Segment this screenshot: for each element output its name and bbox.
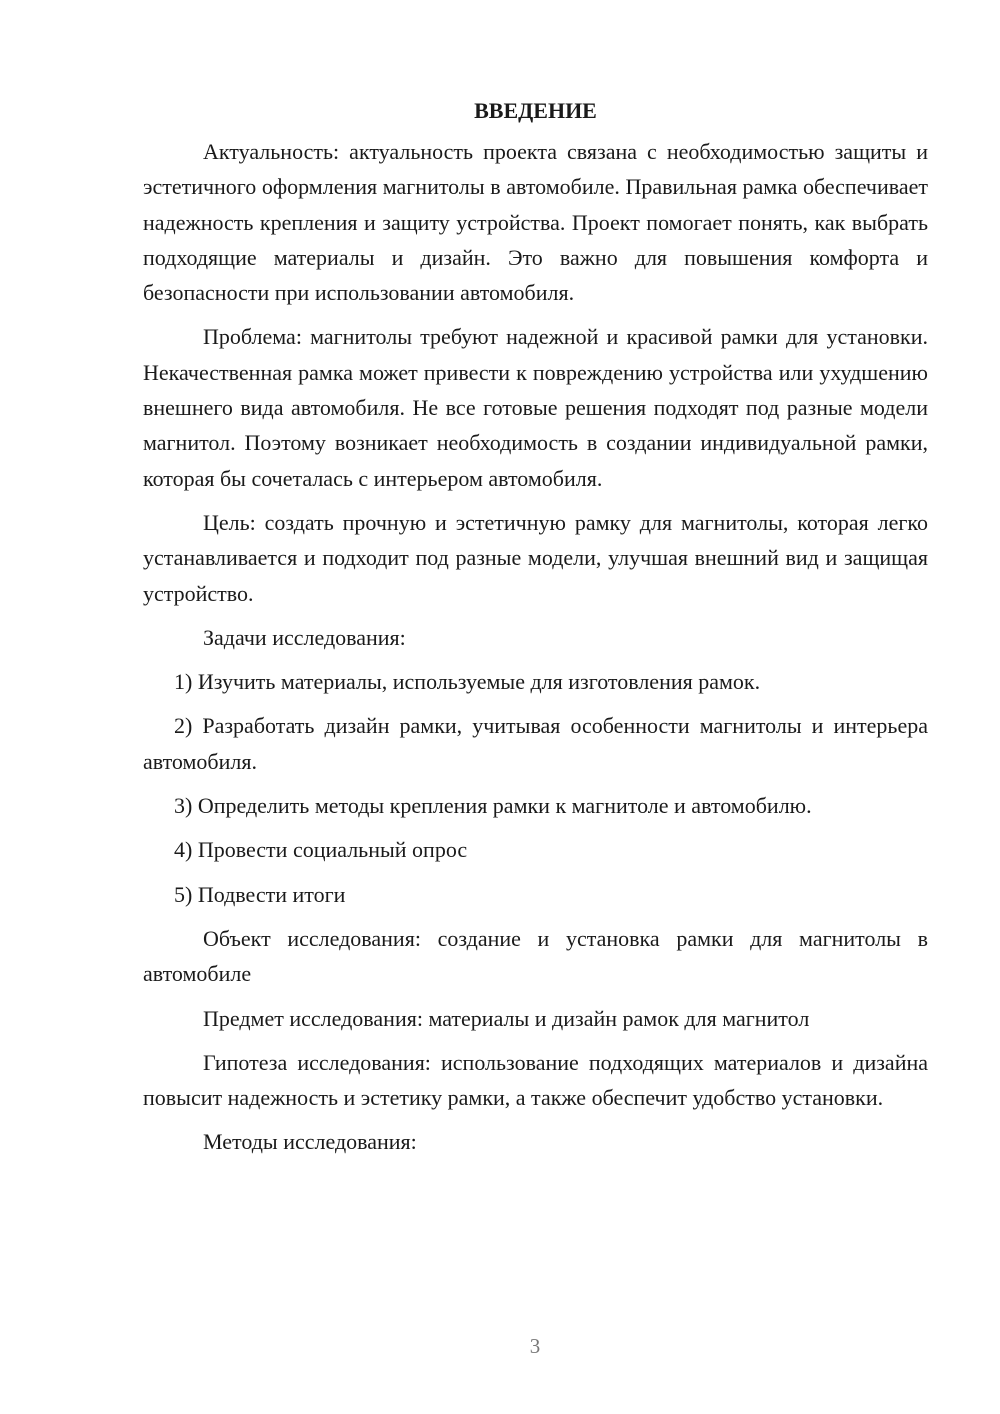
paragraph-tasks-heading: Задачи исследования: — [203, 624, 406, 650]
task-item: 3) Определить методы крепления рамки к магнитоле и автомобилю. — [174, 793, 812, 819]
paragraph-relevance: Актуальность: актуальность проекта связана с необходимостью защиты и эстетичного оформления магнитолы в автомобиле. Правильная рамка обеспечивает надежность крепления и защиту устройства. Проект помогает понять, как выбрать подходящие материалы и дизайн. Это важно для повышения комфорта и безопасности при использовании автомобиля. — [143, 139, 928, 306]
paragraph-subject: Предмет исследования: материалы и дизайн рамок для магнитол — [203, 1005, 810, 1031]
document-page — [143, 96, 928, 1169]
task-item: 2) Разработать дизайн рамки, учитывая особенности магнитолы и интерьера автомобиля. — [143, 713, 928, 774]
paragraph-object: Объект исследования: создание и установка рамки для магнитолы в автомобиле — [143, 925, 928, 987]
task-item: 1) Изучить материалы, используемые для изготовления рамок. — [174, 669, 761, 695]
task-item: 5) Подвести итоги — [174, 881, 346, 907]
paragraph-hypothesis: Гипотеза исследования: использование подходящих материалов и дизайна повысит надежность и эстетику рамки, а также обеспечит удобство установки. — [143, 1049, 928, 1111]
section-title: ВВЕДЕНИЕ — [474, 98, 597, 123]
paragraph-problem: Проблема: магнитолы требуют надежной и красивой рамки для установки. Некачественная рамка может привести к повреждению устройства или ухудшению внешнего вида автомобиля. Не все готовые решения подходят под разные модели магнитол. Поэтому возникает необходимость в создании индивидуальной рамки, которая бы сочеталась с интерьером автомобиля. — [143, 324, 928, 491]
page-number: 3 — [529, 1334, 541, 1358]
task-item: 4) Провести социальный опрос — [174, 837, 468, 863]
paragraph-goal: Цель: создать прочную и эстетичную рамку для магнитолы, которая легко устанавливается и подходит под разные модели, улучшая внешний вид и защищая устройство. — [143, 509, 928, 606]
paragraph-methods: Методы исследования: — [203, 1129, 417, 1155]
